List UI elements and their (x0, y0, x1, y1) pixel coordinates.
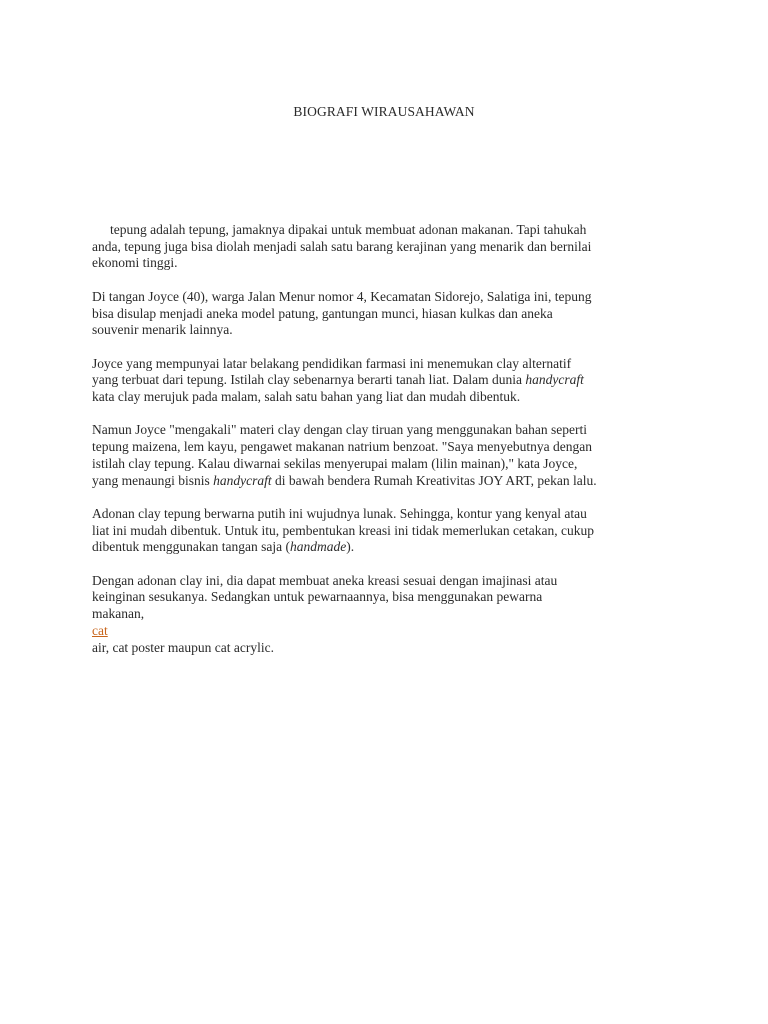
text-run: dibentuk menggunakan tangan saja ( (92, 539, 290, 555)
paragraph-line: Namun Joyce "mengakali" materi clay dengan clay tiruan yang menggunakan bahan seperti (92, 422, 587, 438)
paragraph-1 (92, 222, 692, 272)
text-run: yang terbuat dari tepung. Istilah clay sebenarnya berarti tanah liat. Dalam dunia (92, 372, 526, 388)
paragraph-line: liat ini mudah dibentuk. Untuk itu, pembentukan kreasi ini tidak memerlukan cetakan, cukup (92, 522, 594, 538)
paragraph-5 (92, 506, 692, 556)
italic-term: handycraft (525, 372, 584, 388)
paragraph-6 (92, 573, 692, 657)
text-run: yang menaungi bisnis (92, 472, 214, 488)
paragraph-line: Di tangan Joyce (40), warga Jalan Menur nomor 4, Kecamatan Sidorejo, Salatiga ini, tepung (92, 288, 592, 304)
document-body (92, 222, 692, 673)
paragraph-line: tepung maizena, lem kayu, pengawet makanan natrium benzoat. "Saya menyebutnya dengan (92, 439, 592, 455)
paragraph-line: bisa disulap menjadi aneka model patung, gantungan munci, hiasan kulkas dan aneka (92, 305, 553, 321)
paragraph-line: Joyce yang mempunyai latar belakang pendidikan farmasi ini menemukan clay alternatif (92, 355, 572, 371)
paragraph-2 (92, 289, 692, 339)
italic-term: handmade (289, 539, 347, 555)
paragraph-3 (92, 356, 692, 406)
text-run: di bawah bendera Rumah Kreativitas JOY ART, pekan lalu. (271, 472, 597, 488)
cat-link[interactable]: cat (92, 622, 108, 638)
paragraph-line: Dengan adonan clay ini, dia dapat membuat aneka kreasi sesuai dengan imajinasi atau (92, 572, 558, 588)
paragraph-line (92, 539, 692, 556)
paragraph-line: tepung adalah tepung, jamaknya dipakai untuk membuat adonan makanan. Tapi tahukah (110, 222, 587, 237)
paragraph-line: anda, tepung juga bisa diolah menjadi salah satu barang kerajinan yang menarik dan bernilai (92, 238, 592, 254)
paragraph-line: keinginan sesukanya. Sedangkan untuk pewarnaannya, bisa menggunakan pewarna (92, 589, 543, 605)
page-title: BIOGRAFI WIRAUSAHAWAN (293, 104, 475, 119)
text-run: ). (346, 539, 355, 555)
paragraph-4 (92, 422, 692, 489)
paragraph-line: souvenir menarik lainnya. (92, 322, 233, 338)
paragraph-line: makanan, (92, 606, 145, 622)
italic-term: handycraft (213, 472, 272, 488)
paragraph-line: kata clay merujuk pada malam, salah satu bahan yang liat dan mudah dibentuk. (92, 389, 521, 404)
paragraph-line: ekonomi tinggi. (92, 255, 178, 271)
paragraph-line (92, 372, 692, 389)
paragraph-line: air, cat poster maupun cat acrylic. (92, 639, 274, 655)
paragraph-line: istilah clay tepung. Kalau diwarnai sekilas menyerupai malam (lilin mainan)," kata Joyce, (92, 455, 578, 471)
paragraph-line: Adonan clay tepung berwarna putih ini wujudnya lunak. Sehingga, kontur yang kenyal atau (92, 505, 587, 521)
paragraph-line (92, 473, 692, 490)
